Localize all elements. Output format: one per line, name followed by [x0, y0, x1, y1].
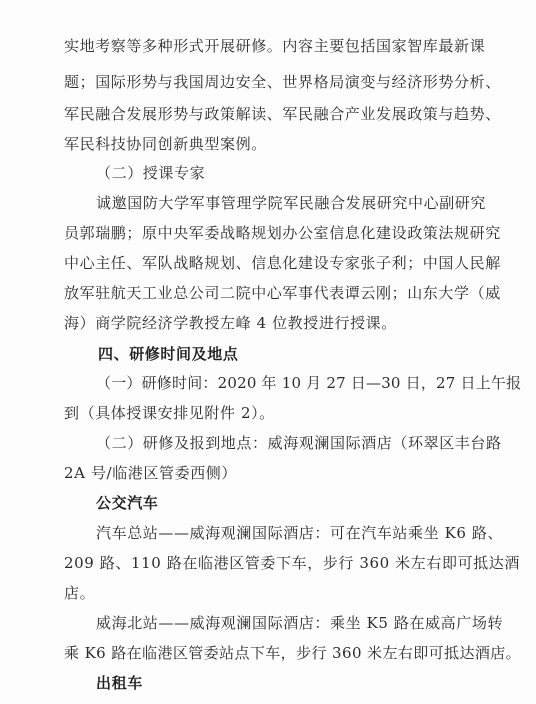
text-line: 题；国际形势与我国周边安全、世界格局演变与经济形势分析、 — [64, 73, 501, 91]
section-heading: （二）授课专家 — [96, 164, 206, 182]
text-line: 汽车总站——威海观澜国际酒店：可在汽车站乘坐 K6 路、 — [96, 524, 504, 542]
text-line: 军民科技协同创新典型案例。 — [64, 135, 267, 153]
text-line: 实地考察等多种形式开展研修。内容主要包括国家智库最新课 — [64, 37, 486, 55]
text-line: 到（具体授课安排见附件 2）。 — [64, 404, 275, 422]
text-line: 放军驻航天工业总公司二院中心军事代表谭云刚；山东大学（威 — [64, 284, 501, 302]
text-line: 海）商学院经济学教授左峰 4 位教授进行授课。 — [64, 314, 397, 332]
text-line: 209 路、110 路在临港区管委下车，步行 360 米左右即可抵达酒 — [64, 554, 520, 572]
text-line: 2A 号/临港区管委西侧） — [64, 464, 237, 482]
text-line: （一）研修时间：2020 年 10 月 27 日—30 日，27 日上午报 — [96, 374, 522, 392]
text-line: 诚邀国防大学军事管理学院军民融合发展研究中心副研究 — [96, 194, 487, 212]
text-line: 乘 K6 路在临港区管委站点下车，步行 360 米左右即可抵达酒店。 — [64, 644, 522, 662]
text-line: 中心主任、军队战略规划、信息化建设专家张子利；中国人民解 — [64, 254, 501, 272]
sub-heading: 公交汽车 — [96, 494, 159, 512]
sub-heading: 出租车 — [96, 674, 143, 692]
text-line: 威海北站——威海观澜国际酒店：乘坐 K5 路在威高广场转 — [96, 614, 504, 632]
section-heading: 四、研修时间及地点 — [98, 345, 239, 363]
text-line: 店。 — [64, 584, 96, 602]
text-line: 军民融合发展形势与政策解读、军民融合产业发展政策与趋势、 — [64, 105, 501, 123]
text-line: 员郭瑞鹏；原中央军委战略规划办公室信息化建设政策法规研究 — [64, 224, 501, 242]
text-line: （二）研修及报到地点：威海观澜国际酒店（环翠区丰台路 — [96, 434, 502, 452]
